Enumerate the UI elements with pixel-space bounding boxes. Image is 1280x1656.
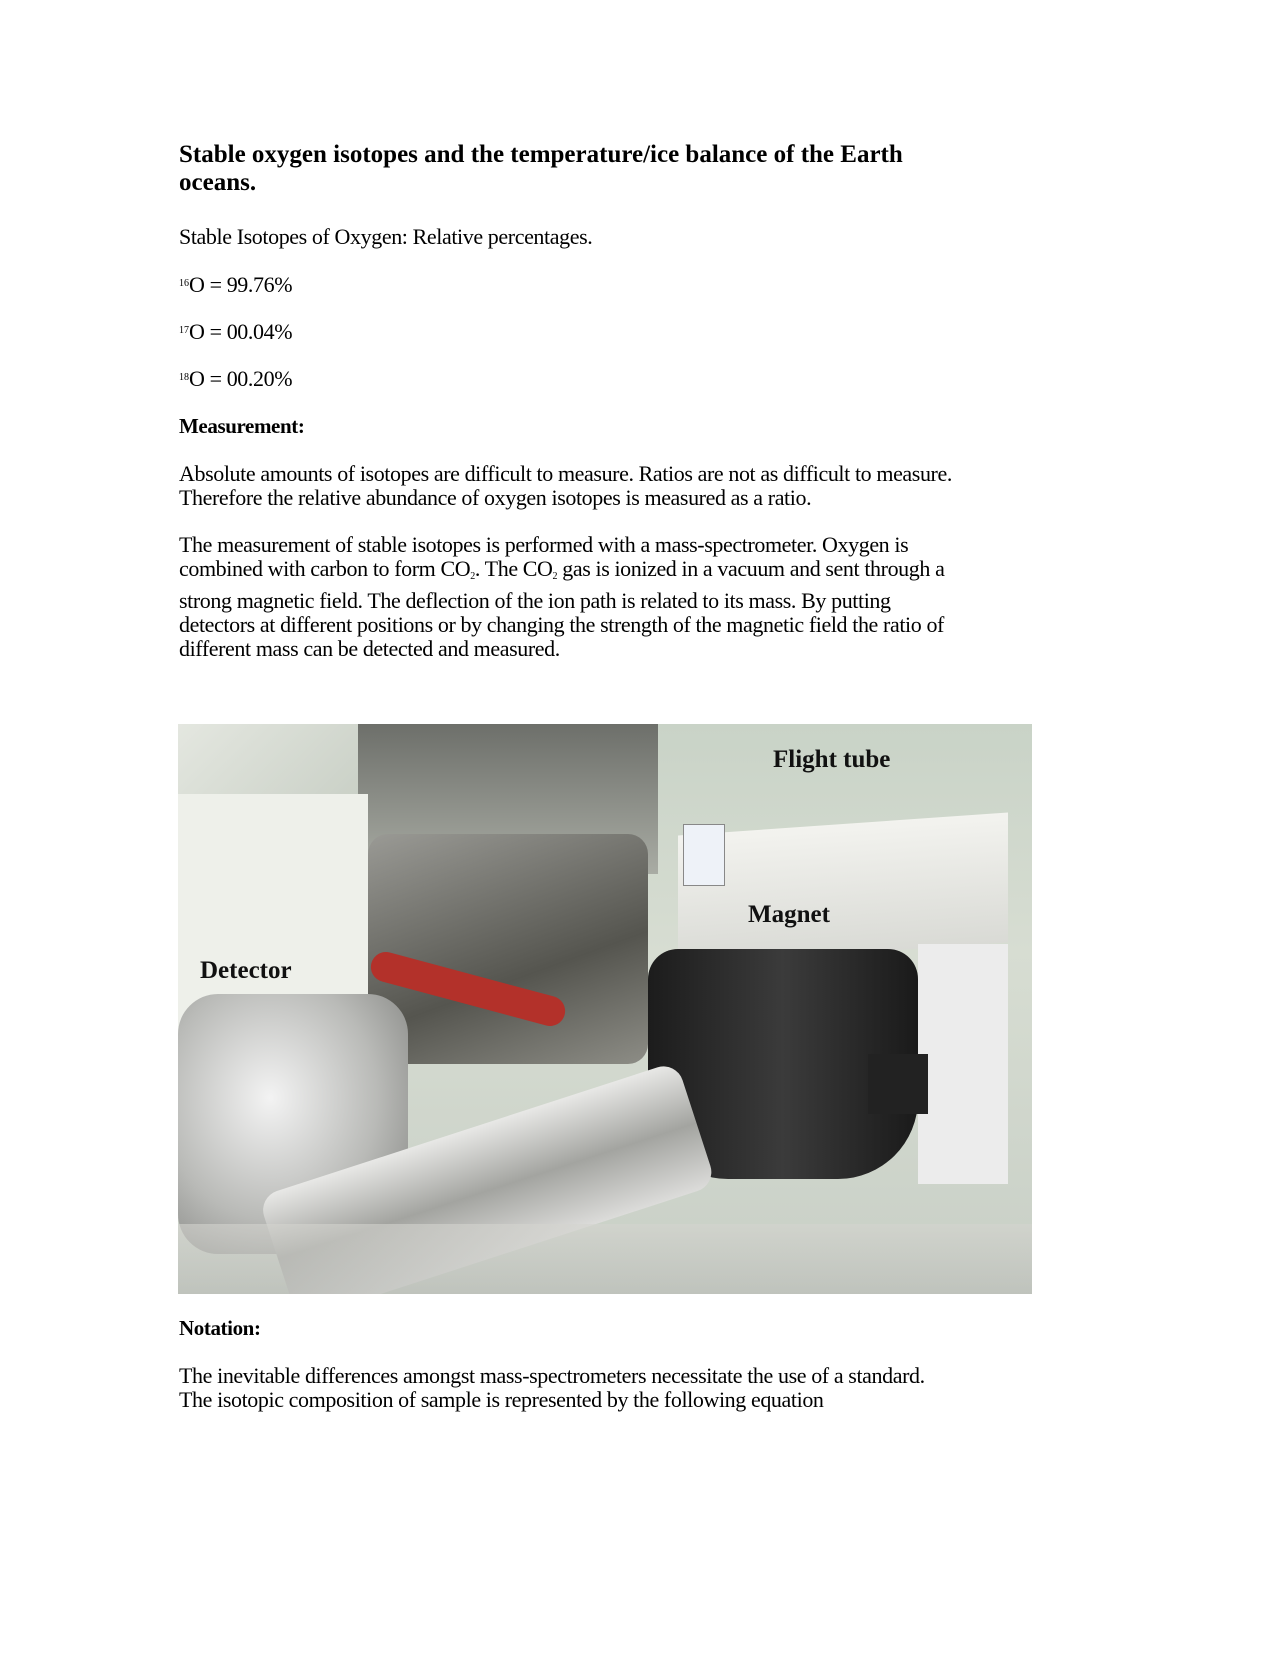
text-line: detectors at different positions or by changing the strength of the magnetic field the ratio of [179,612,944,637]
text-line: different mass can be detected and measured. [179,636,560,661]
page-title [179,141,903,197]
isotope-value: O = 99.76% [189,272,293,297]
isotope-value: O = 00.20% [189,366,293,391]
text-line: The measurement of stable isotopes is performed with a mass-spectrometer. Oxygen is [179,532,909,557]
isotope-value: O = 00.04% [189,319,293,344]
isotope-17 [179,319,292,344]
measurement-para-1 [179,462,952,510]
text-line: Therefore the relative abundance of oxygen isotopes is measured as a ratio. [179,485,812,510]
title-line-1: Stable oxygen isotopes and the temperature/ice balance of the Earth [179,141,903,168]
text-span: gas is ionized in a vacuum and sent through a [557,556,945,581]
mass-spectrometer-photo [178,724,1032,1294]
text-line [179,557,944,589]
text-span: . The CO [474,556,553,581]
mass-number: 18 [179,372,189,383]
isotope-18 [179,366,292,391]
measurement-heading: Measurement: [179,414,305,438]
intro-text: Stable Isotopes of Oxygen: Relative percentages. [179,224,593,249]
text-line: The inevitable differences amongst mass-spectrometers necessitate the use of a standard. [179,1363,925,1388]
label-detector: Detector [200,957,292,984]
notation-para [179,1364,925,1412]
measurement-para-2 [179,533,944,661]
subscript: 2 [470,571,475,582]
title-line-2: oceans. [179,169,257,196]
isotope-16 [179,272,292,297]
notation-heading: Notation: [179,1316,261,1340]
text-span: combined with carbon to form CO [179,556,471,581]
text-line: The isotopic composition of sample is represented by the following equation [179,1387,824,1412]
label-flight-tube: Flight tube [773,746,891,773]
mass-number: 17 [179,325,189,336]
mass-number: 16 [179,278,189,289]
label-magnet: Magnet [748,901,830,928]
text-line: strong magnetic field. The deflection of the ion path is related to its mass. By putting [179,588,891,613]
text-line: Absolute amounts of isotopes are difficult to measure. Ratios are not as difficult to measure. [179,461,952,486]
subscript: 2 [552,571,558,582]
